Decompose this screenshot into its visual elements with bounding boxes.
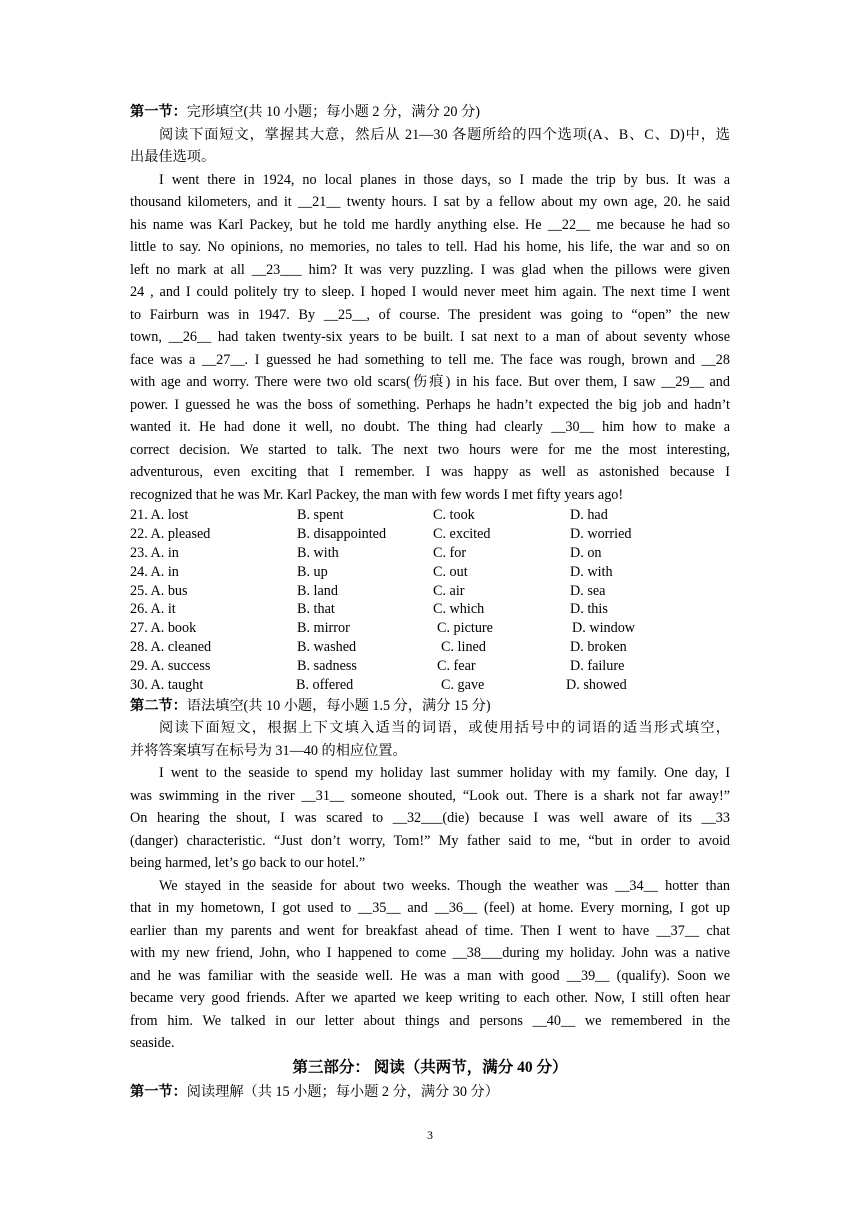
option-d: D. on (570, 544, 602, 561)
section2-instruction: 阅读下面短文，根据上下文填入适当的词语，或使用括号中的词语的适当形式填空， (159, 720, 730, 737)
passage-line: his name was Karl Packey, but he told me hardly anything else. He __22__ me because he had so (130, 216, 730, 233)
passage-line: from him. We talked in our letter about things and persons __40__ we remembered in the (130, 1012, 730, 1029)
option-c: C. out (433, 563, 468, 580)
option-row (130, 525, 730, 544)
option-d: D. worried (570, 525, 632, 542)
passage-line: We stayed in the seaside for about two weeks. Though the weather was __34__ hotter than (159, 877, 730, 894)
option-c: C. air (433, 582, 465, 599)
section2-instruction-cont: 并将答案填写在标号为 31—40 的相应位置。 (130, 742, 407, 759)
passage-line: being harmed, let’s go back to our hotel.” (130, 855, 366, 872)
passage-line: I went to the seaside to spend my holiday last summer holiday with my family. One day, I (159, 765, 730, 782)
page-number: 3 (427, 1128, 433, 1142)
grammar-passage (130, 762, 730, 1055)
section1-heading (130, 101, 730, 124)
passage-line: thousand kilometers, and it __21__ twenty hours. I sat by a fellow about my own age, 20. he said (130, 194, 730, 210)
option-b: B. land (297, 582, 338, 599)
option-a: 29. A. success (130, 658, 211, 675)
section1-heading-text: 完形填空(共 10 小题；每小题 2 分，满分 20 分) (186, 104, 480, 120)
option-row (130, 676, 730, 695)
section1-instruction: 阅读下面短文，掌握其大意，然后从 21—30 各题所给的四个选项(A、B、C、D)中，选 (159, 126, 730, 143)
section1-instruction-cont: 出最佳选项。 (130, 149, 216, 165)
option-row (130, 638, 730, 657)
passage-line: (danger) characteristic. “Just don’t worry, Tom!” My father said to me, “but in order to avoid (130, 832, 730, 849)
option-c: C. took (433, 507, 475, 523)
option-c: C. for (433, 544, 467, 561)
passage-line: correct decision. We started to talk. The next two hours were for me the most interesting, (130, 441, 730, 458)
passage-line: became very good friends. After we aparted we keep writing to each other. Now, I still often hear (130, 990, 730, 1007)
section2-heading-label: 第二节： (130, 697, 187, 714)
cloze-options (130, 506, 730, 695)
option-b: B. that (297, 601, 335, 618)
passage-line: face was a __27__. I guessed he had something to tell me. The face was rough, brown and __28 (130, 351, 730, 368)
passage-line: with age and worry. There were two old scars(伤痕) in his face. But over them, I saw __29__ and (130, 374, 730, 390)
passage-line: that in my hometown, I got used to __35__ and __36__ (feel) at home. Every morning, I got up (130, 900, 730, 917)
part3-subheading (130, 1081, 730, 1104)
option-a: 26. A. it (130, 601, 176, 618)
passage-line: recognized that he was Mr. Karl Packey, the man with few words I met fifty years ago! (130, 486, 624, 503)
option-b: B. with (297, 544, 339, 561)
option-d: D. broken (570, 639, 627, 656)
option-b: B. offered (296, 677, 354, 694)
option-row (130, 619, 730, 638)
option-row (130, 582, 730, 601)
option-a: 24. A. in (130, 563, 179, 580)
passage-line: wanted it. He had done it well, no doubt. The thing had clearly __30__ him how to make a (130, 419, 730, 435)
passage-line: I went there in 1924, no local planes in those days, so I made the trip by bus. It was a (159, 171, 730, 188)
option-a: 25. A. bus (130, 582, 188, 599)
exam-page (130, 101, 730, 1103)
passage-line: power. I guessed he was the boss of something. Perhaps he hadn’t expected the big job and hadn’t (130, 396, 730, 413)
option-a: 28. A. cleaned (130, 639, 212, 656)
passage-line: left no mark at all __23___ him? It was very puzzling. I was glad when the pillows were given (130, 261, 730, 278)
option-a: 30. A. taught (130, 677, 204, 694)
option-d: D. this (570, 601, 608, 618)
passage-line: seaside. (130, 1035, 175, 1052)
option-row (130, 657, 730, 676)
option-row (130, 544, 730, 563)
option-c: C. which (433, 601, 485, 618)
option-d: D. sea (570, 582, 606, 599)
option-row (130, 563, 730, 582)
option-d: D. window (572, 620, 636, 637)
passage-line: On hearing the shout, I was scared to __32___(die) because I was well aware of its __33 (130, 810, 730, 827)
option-d: D. had (570, 507, 608, 523)
option-c: C. excited (433, 525, 491, 542)
part3-subheading-text: 阅读理解（共 15 小题；每小题 2 分，满分 30 分） (186, 1083, 499, 1100)
passage-line: town, __26__ had taken twenty-six years to be built. I sat next to a man of about seventy whose (130, 329, 730, 345)
option-row (130, 600, 730, 619)
option-c: C. picture (437, 620, 493, 637)
option-a: 22. A. pleased (130, 525, 211, 542)
section2-heading (130, 695, 730, 718)
option-b: B. spent (297, 507, 344, 523)
option-c: C. fear (437, 658, 476, 675)
passage-line: 24 , and I could politely try to sleep. I hoped I would never meet him again. The next time I went (130, 284, 730, 300)
option-a: 23. A. in (130, 544, 179, 561)
passage-line: adventurous, even exciting that I remember. I was happy as well as astonished because I (130, 464, 730, 480)
passage-line: to Fairburn was in 1947. By __25__, of course. The president was going to “open” the new (130, 306, 730, 323)
option-row (130, 506, 730, 525)
option-d: D. with (570, 563, 613, 580)
section2-heading-text: 语法填空(共 10 小题，每小题 1.5 分，满分 15 分) (186, 697, 491, 714)
passage-line: earlier than my parents and went for breakfast ahead of time. Then I went to have __37__ chat (130, 922, 730, 939)
option-b: B. up (297, 563, 328, 580)
passage-line: and he was familiar with the seaside well. He was a man with good __39__ (qualify). Soon we (130, 967, 730, 984)
option-b: B. mirror (297, 620, 350, 637)
passage-line: little to say. No opinions, no memories, no tales to tell. Had his home, his life, the war and so on (130, 239, 730, 255)
option-b: B. disappointed (297, 525, 387, 542)
option-d: D. failure (570, 658, 625, 675)
section1-heading-label: 第一节： (130, 104, 187, 120)
cloze-passage (130, 169, 730, 507)
option-b: B. sadness (297, 658, 357, 675)
option-c: C. lined (441, 639, 486, 656)
option-c: C. gave (441, 677, 485, 694)
option-a: 21. A. lost (130, 507, 189, 523)
part3-subheading-label: 第一节： (130, 1083, 187, 1100)
part3-title: 第三部分： 阅读（共两节，满分 40 分） (292, 1058, 568, 1076)
option-a: 27. A. book (130, 620, 197, 637)
option-b: B. washed (297, 639, 357, 656)
option-d: D. showed (566, 677, 627, 694)
passage-line: with my new friend, John, who I happened to come __38___during my holiday. John was a native (130, 945, 730, 962)
passage-line: was swimming in the river __31__ someone shouted, “Look out. There is a shark not far away!” (130, 787, 730, 804)
